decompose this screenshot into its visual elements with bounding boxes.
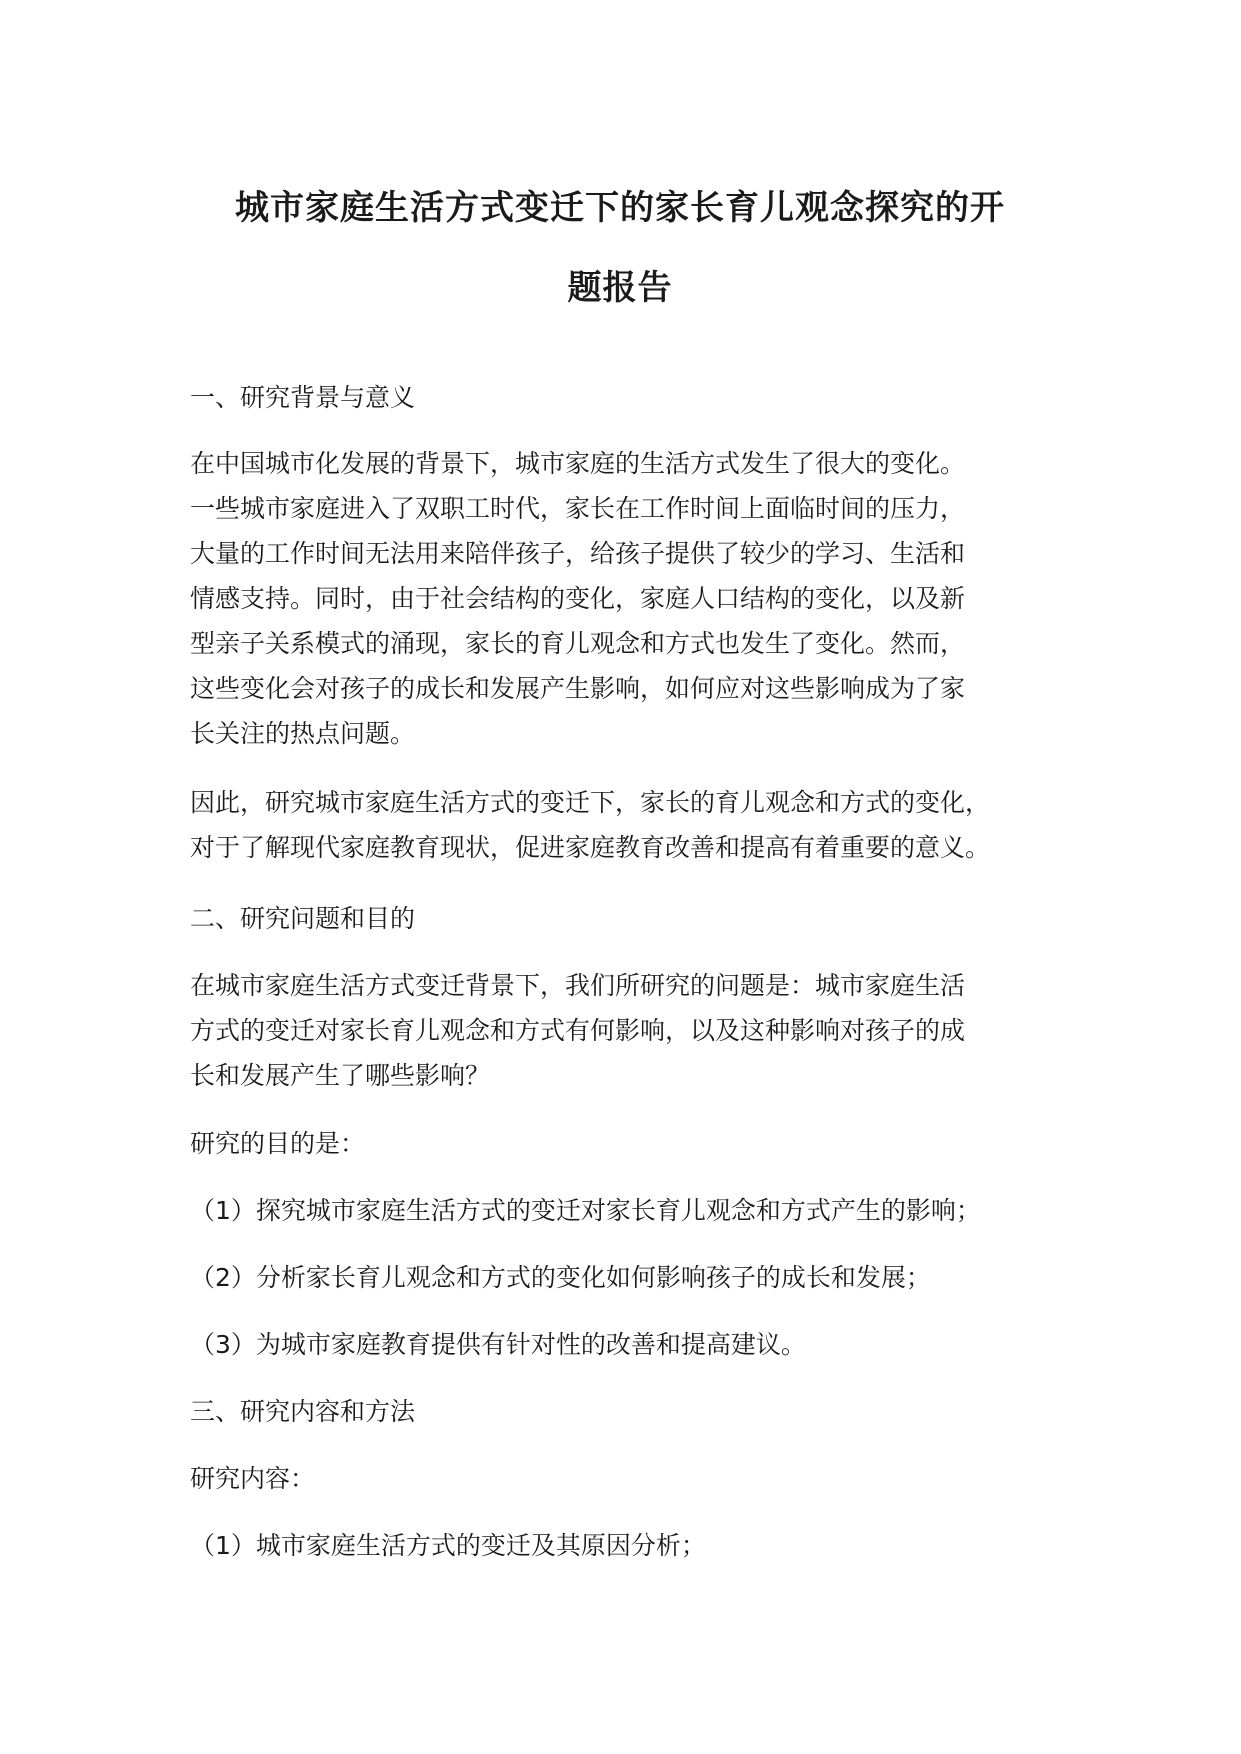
goals-label: 研究的目的是： — [190, 1129, 366, 1158]
title-line-1: 城市家庭生活方式变迁下的家长育儿观念探究的开 — [235, 188, 1005, 228]
section-heading: 三、研究内容和方法 — [190, 1397, 416, 1426]
paragraph-line: 方式的变迁对家长育儿观念和方式有何影响，以及这种影响对孩子的成 — [190, 1016, 966, 1045]
list-item: （2）分析家长育儿观念和方式的变化如何影响孩子的成长和发展； — [190, 1263, 931, 1292]
paragraph-line: 大量的工作时间无法用来陪伴孩子，给孩子提供了较少的学习、生活和 — [190, 539, 966, 568]
title-line-2: 题报告 — [567, 268, 673, 308]
paragraph-line: 在城市家庭生活方式变迁背景下，我们所研究的问题是：城市家庭生活 — [190, 971, 966, 1000]
section-heading: 一、研究背景与意义 — [190, 383, 416, 412]
paragraph-line: 型亲子关系模式的涌现，家长的育儿观念和方式也发生了变化。然而， — [190, 629, 966, 658]
paragraph-line: 因此，研究城市家庭生活方式的变迁下，家长的育儿观念和方式的变化， — [190, 788, 991, 817]
paragraph-line: 长和发展产生了哪些影响？ — [190, 1061, 491, 1090]
paragraph-line: 对于了解现代家庭教育现状，促进家庭教育改善和提高有着重要的意义。 — [190, 833, 991, 862]
paragraph-line: 情感支持。同时，由于社会结构的变化，家庭人口结构的变化，以及新 — [190, 584, 966, 613]
paragraph-line: 在中国城市化发展的背景下，城市家庭的生活方式发生了很大的变化。 — [190, 449, 966, 478]
list-item: （3）为城市家庭教育提供有针对性的改善和提高建议。 — [190, 1330, 806, 1359]
paragraph-line: 这些变化会对孩子的成长和发展产生影响，如何应对这些影响成为了家 — [190, 674, 966, 703]
list-item: （1）城市家庭生活方式的变迁及其原因分析； — [190, 1531, 706, 1560]
content-label: 研究内容： — [190, 1464, 316, 1493]
list-item: （1）探究城市家庭生活方式的变迁对家长育儿观念和方式产生的影响； — [190, 1196, 981, 1225]
paragraph-line: 一些城市家庭进入了双职工时代，家长在工作时间上面临时间的压力， — [190, 494, 966, 523]
paragraph-line: 长关注的热点问题。 — [190, 719, 416, 748]
section-heading: 二、研究问题和目的 — [190, 904, 416, 933]
